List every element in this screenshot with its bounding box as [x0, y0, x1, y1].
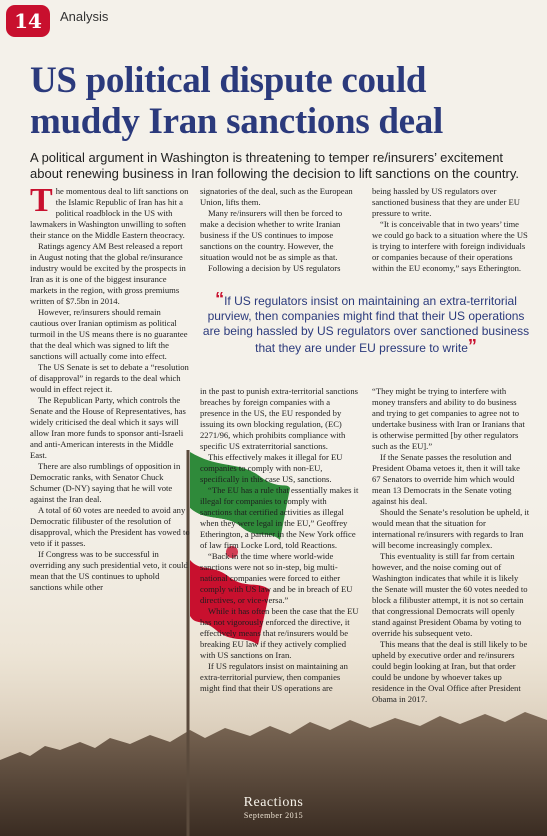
- body-paragraph: The Republican Party, which controls the Senate and the House of Representatives, has widely criticised the deal which it says will allow Iran more funds to sponsor anti-Israeli and anti-American interests in the Middle East.: [30, 395, 186, 460]
- close-quote-icon: ”: [467, 336, 477, 356]
- body-paragraph: in the past to punish extra-territorial sanctions breaches by foreign companies with a presence in the US, the EU responded by issuing its own blocking regulation, (EC) 2271/96, which prohibits compliance with specific US extraterritorial sanctions.: [200, 386, 358, 451]
- body-paragraph: There are also rumblings of opposition in Democratic ranks, with Senator Chuck Schumer (D-NY) saying that he will vote against the Iran deal.: [30, 461, 181, 504]
- body-paragraph: Ratings agency AM Best released a report in August noting that the global re/insurance industry would be excited by the prospects in Iran as it is one of the biggest insurance markets in the region, with gross premiums written of $7.5bn in 2014.: [30, 241, 186, 306]
- pull-quote-text: If US regulators insist on maintaining an extra-territorial purview, then companies might find that their US operations are being hassled by US regulators over sanctioned business that they are under EU pressure to write: [202, 294, 530, 355]
- article-column-3-bottom: [372, 386, 530, 705]
- pull-quote: [200, 289, 532, 356]
- body-paragraph: This means that the deal is still likely to be upheld by executive order and re/insurers could begin looking at Iran, but that order could be undone by whoever takes up residence in the Oval Office after President Obama in 2017.: [372, 639, 528, 704]
- issue-date: September 2015: [243, 811, 304, 820]
- page-header: [0, 0, 547, 36]
- body-paragraph: This effectively makes it illegal for EU companies to comply with non-EU, specifically in this case US, sanctions.: [200, 452, 343, 484]
- body-paragraph: A total of 60 votes are needed to avoid any Democratic filibuster of the resolution of disapproval, which the President has vowed to veto if it passes.: [30, 505, 190, 548]
- lead-text: he momentous deal to lift sanctions on the Islamic Republic of Iran has hit a political roadblock in the US with lawmakers in Washington unwilling to soften their stance on the Middle Eastern theocracy.: [30, 186, 189, 240]
- headline: US political dispute could muddy Iran sanctions deal: [30, 60, 443, 142]
- article-column-1: [30, 182, 190, 593]
- open-quote-icon: “: [215, 289, 225, 309]
- drop-cap: T: [30, 182, 53, 219]
- body-paragraph: While it has often been the case that the EU has not vigorously enforced the directive, it effectively means that re/insurers would be breaking EU law if they actively complied with US sanctions on Iran.: [200, 606, 359, 660]
- lead-paragraph: [30, 182, 190, 241]
- body-paragraph: If Congress was to be successful in overriding any such presidential veto, it could mean that the US continues to uphold sanctions while other: [30, 549, 188, 592]
- page-footer: [0, 795, 547, 820]
- body-paragraph: Many re/insurers will then be forced to make a decision whether to write Iranian business if the US continues to impose sanctions on the country. However, the situation would not be as simple as that.: [200, 208, 343, 262]
- article-column-3-top: [372, 186, 530, 274]
- body-paragraph: The US Senate is set to debate a “resolution of disapproval” in regards to the deal which would in effect reject it.: [30, 362, 189, 394]
- article-column-2-top: [200, 186, 360, 274]
- body-paragraph: Following a decision by US regulators: [208, 263, 341, 273]
- article-column-2-bottom: [200, 386, 360, 694]
- magazine-brand: Reactions: [243, 795, 304, 810]
- standfirst: A political argument in Washington is threatening to temper re/insurers’ excitement about renewing business in Iran following the decision to lift sanctions on the country.: [30, 150, 519, 181]
- body-paragraph: However, re/insurers should remain cautious over Iranian optimism as political turmoil in the US means there is no guarantee that the deal which was signed to lift the sanctions will actually come into effect.: [30, 307, 188, 361]
- body-paragraph: If the Senate passes the resolution and President Obama vetoes it, then it will take 67 Senators to override him which would mean 13 Democrats in the Senate voting against his deal.: [372, 452, 520, 506]
- body-paragraph: “They might be trying to interfere with money transfers and ability to do business and trying to get companies to agree not to undertake business with Iran or Iranians that is otherwise permitted [by other regulators such as the EU].”: [372, 386, 525, 451]
- body-paragraph: Should the Senate’s resolution be upheld, it would mean that the situation for international re/insurers with regards to Iran will become increasingly complex.: [372, 507, 530, 550]
- body-paragraph: This eventuality is still far from certain however, and the noise coming out of Washington indicates that while it is likely the Senate will muster the 60 votes needed to block a filibuster attempt, it is not so certain that congressional Democrats will openly stand against President Obama by voting to override his subsequent veto.: [372, 551, 528, 638]
- body-paragraph: “Back in the time where world-wide sanctions were not so in-step, big multi-national companies were forced to either comply with US law and be in breach of EU directives, or vice-versa.”: [200, 551, 353, 605]
- section-label: Analysis: [60, 9, 109, 24]
- page-number-badge: 14: [6, 5, 50, 37]
- body-paragraph: “It is conceivable that in two years’ time we could go back to a situation where the US is trying to interfere with foreign individuals or companies because of their operations within the EU economy,” says Etherington.: [372, 219, 528, 273]
- body-paragraph: signatories of the deal, such as the European Union, lifts them.: [200, 186, 353, 207]
- body-paragraph: “The EU has a rule that essentially makes it illegal for companies to comply with sanctions that certified activities as illegal when they were legal in the EU,” Geoffrey Etherington, a partner in the New York office of law firm Locke Lord, told Reactions.: [200, 485, 359, 550]
- body-paragraph: If US regulators insist on maintaining an extra-territorial purview, then companies might find that their US operations are: [200, 661, 348, 693]
- body-paragraph: being hassled by US regulators over sanctioned business that they are under EU pressure to write.: [372, 186, 520, 218]
